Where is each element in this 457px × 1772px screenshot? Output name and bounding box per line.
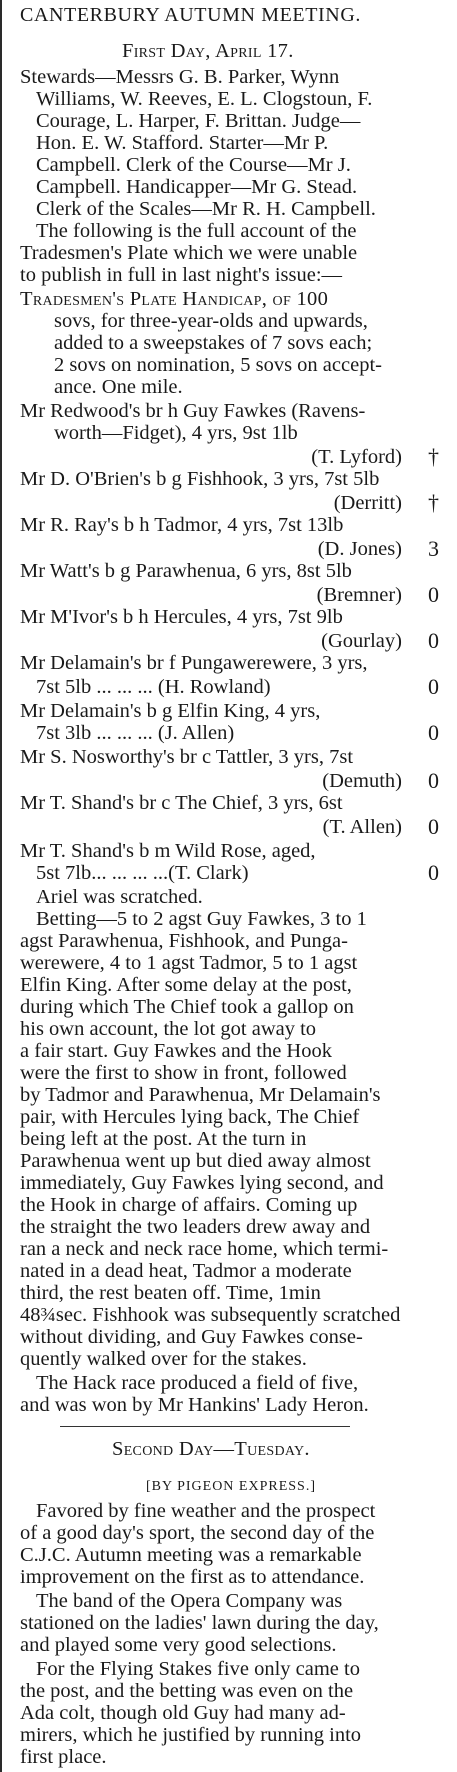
scratched-note: Ariel was scratched. <box>36 886 203 908</box>
text-line: For the Flying Stakes five only came to <box>36 1658 360 1680</box>
text-line: Tradesmen's Plate which we were unable <box>20 242 358 264</box>
entry-line: Mr Delamain's b g Elfin King, 4 yrs, <box>20 700 321 722</box>
jockey-name: (Derritt) <box>333 492 402 514</box>
text-line: during which The Chief took a gallop on <box>20 996 354 1018</box>
text-line: without dividing, and Guy Fawkes conse- <box>20 1326 363 1348</box>
text-line: Parawhenua went up but died away almost <box>20 1150 371 1172</box>
section-divider <box>60 1426 350 1427</box>
entry-line: worth—Fidget), 4 yrs, 9st 1lb <box>54 422 298 444</box>
text-line: pair, with Hercules lying back, The Chief <box>20 1106 360 1128</box>
text-line: being left at the post. At the turn in <box>20 1128 307 1150</box>
entry-line: 7st 5lb ... ... ... (H. Rowland) <box>36 676 271 698</box>
placing-mark: 0 <box>428 768 439 793</box>
text-line: 2 sovs on nomination, 5 sovs on accept- <box>54 354 382 376</box>
section-heading-first-day: First Day, April 17. <box>122 40 294 62</box>
placing-mark: 0 <box>428 720 439 745</box>
section-heading-second-day: Second Day—Tuesday. <box>112 1438 310 1460</box>
text-line: The Hack race produced a field of five, <box>36 1372 359 1394</box>
placing-mark: 0 <box>428 674 439 699</box>
text-line: the straight the two leaders drew away and <box>20 1216 371 1238</box>
text-line: The band of the Opera Company was <box>36 1590 343 1612</box>
entry-line: Mr T. Shand's b m Wild Rose, aged, <box>20 840 316 862</box>
text-line: immediately, Guy Fawkes lying second, and <box>20 1172 384 1194</box>
entry-line: Mr Redwood's br h Guy Fawkes (Ravens- <box>20 400 366 422</box>
text-line: of a good day's sport, the second day of the <box>20 1522 375 1544</box>
text-line: ran a neck and neck race home, which termi- <box>20 1238 389 1260</box>
text-line: sovs, for three-year-olds and upwards, <box>54 310 368 332</box>
column-rule <box>0 0 2 1772</box>
jockey-name: (D. Jones) <box>317 538 402 560</box>
text-line: and was won by Mr Hankins' Lady Heron. <box>20 1394 369 1416</box>
text-line: 48¾sec. Fishhook was subsequently scratched <box>20 1304 401 1326</box>
text-line: ance. One mile. <box>54 376 183 398</box>
text-line: quently walked over for the stakes. <box>20 1348 307 1370</box>
text-line: nated in a dead heat, Tadmor a moderate <box>20 1260 352 1282</box>
text-line: added to a sweepstakes of 7 sovs each; <box>54 332 373 354</box>
jockey-name: (T. Lyford) <box>311 446 402 468</box>
text-line: Clerk of the Scales—Mr R. H. Campbell. <box>36 198 376 220</box>
placing-mark: 0 <box>428 582 439 607</box>
text-line: Williams, W. Reeves, E. L. Clogstoun, F. <box>36 88 373 110</box>
text-line: Hon. E. W. Stafford. Starter—Mr P. <box>36 132 329 154</box>
text-line: The following is the full account of the <box>36 220 357 242</box>
text-line: Favored by fine weather and the prospect <box>36 1500 376 1522</box>
text-line: C.J.C. Autumn meeting was a remarkable <box>20 1544 362 1566</box>
text-line: Campbell. Handicapper—Mr G. Stead. <box>36 176 358 198</box>
placing-mark: 0 <box>428 628 439 653</box>
text-line: Ada colt, though old Guy had many ad- <box>20 1702 346 1724</box>
jockey-name: (Demuth) <box>322 770 402 792</box>
jockey-name: (Bremner) <box>316 584 402 606</box>
text-line: the post, and the betting was even on the <box>20 1680 354 1702</box>
entry-line: Mr Delamain's br f Pungawerewere, 3 yrs, <box>20 652 368 674</box>
text-line: stationed on the ladies' lawn during the day, <box>20 1612 379 1634</box>
text-line: Elfin King. After some delay at the post, <box>20 974 352 996</box>
entry-line: Mr M'Ivor's b h Hercules, 4 yrs, 7st 9lb <box>20 606 343 628</box>
entry-line: 7st 3lb ... ... ... (J. Allen) <box>36 722 235 744</box>
jockey-name: (Gourlay) <box>321 630 402 652</box>
text-line: Betting—5 to 2 agst Guy Fawkes, 3 to 1 <box>36 908 367 930</box>
text-line: improvement on the first as to attendance. <box>20 1566 365 1588</box>
race-title: Tradesmen's Plate Handicap, of 100 <box>20 288 329 310</box>
entry-line: Mr S. Nosworthy's br c Tattler, 3 yrs, 7st <box>20 746 354 768</box>
dateline: [BY PIGEON EXPRESS.] <box>146 1479 316 1494</box>
page-title: CANTERBURY AUTUMN MEETING. <box>20 4 361 26</box>
text-line: Campbell. Clerk of the Course—Mr J. <box>36 154 351 176</box>
text-line: agst Parawhenua, Fishhook, and Punga- <box>20 930 348 952</box>
placing-mark: 3 <box>428 536 439 561</box>
text-line: by Tadmor and Parawhenua, Mr Delamain's <box>20 1084 381 1106</box>
entry-line: Mr T. Shand's br c The Chief, 3 yrs, 6st <box>20 792 343 814</box>
entry-line: Mr D. O'Brien's b g Fishhook, 3 yrs, 7st 5lb <box>20 468 380 490</box>
text-line: a fair start. Guy Fawkes and the Hook <box>20 1040 332 1062</box>
text-line: and played some very good selections. <box>20 1634 337 1656</box>
placing-mark: 0 <box>428 860 439 885</box>
entry-line: Mr R. Ray's b h Tadmor, 4 yrs, 7st 13lb <box>20 514 344 536</box>
text-line: Stewards—Messrs G. B. Parker, Wynn <box>20 66 340 88</box>
text-line: first place. <box>20 1746 107 1768</box>
entry-line: Mr Watt's b g Parawhenua, 6 yrs, 8st 5lb <box>20 560 352 582</box>
entry-line: 5st 7lb... ... ... ...(T. Clark) <box>36 862 249 884</box>
text-line: Courage, L. Harper, F. Brittan. Judge— <box>36 110 361 132</box>
text-line: werewere, 4 to 1 agst Tadmor, 5 to 1 agst <box>20 952 358 974</box>
text-line: third, the rest beaten off. Time, 1min <box>20 1282 321 1304</box>
text-line: mirers, which he justified by running into <box>20 1724 362 1746</box>
jockey-name: (T. Allen) <box>322 816 402 838</box>
placing-mark: 0 <box>428 814 439 839</box>
text-line: were the first to show in front, followed <box>20 1062 347 1084</box>
text-line: his own account, the lot got away to <box>20 1018 317 1040</box>
placing-mark: † <box>428 444 439 469</box>
text-line: to publish in full in last night's issue:— <box>20 264 343 286</box>
text-line: the Hook in charge of affairs. Coming up <box>20 1194 358 1216</box>
placing-mark: † <box>428 490 439 515</box>
